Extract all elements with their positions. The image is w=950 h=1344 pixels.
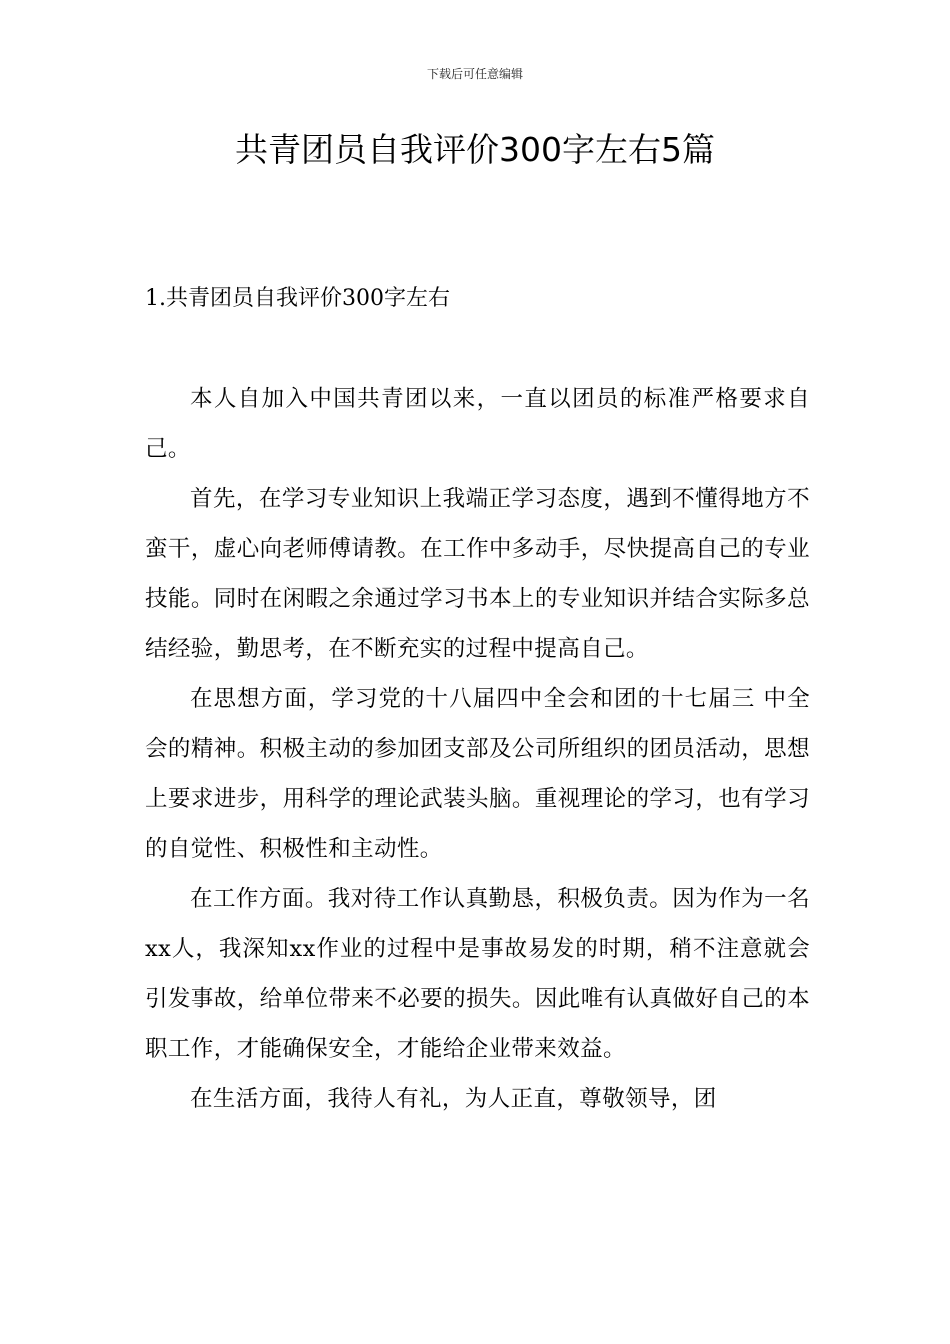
paragraph-study: 首先，在学习专业知识上我端正学习态度，遇到不懂得地方不蛮干，虚心向老师傅请教。在工作中多动手，尽快提高自己的专业技能。同时在闲暇之余通过学习书本上的专业知识并结合实际多总结经验，勤思考，在不断充实的过程中提高自己。 (145, 486, 810, 662)
paragraph-work: 在工作方面。我对待工作认真勤恳，积极负责。因为作为一名xx人，我深知xx作业的过程中是事故易发的时期，稍不注意就会引发事故，给单位带来不必要的损失。因此唯有认真做好自己的本职工作，才能确保安全，才能给企业带来效益。 (145, 886, 810, 1062)
paragraph-intro: 本人自加入中国共青团以来，一直以团员的标准严格要求自己。 (145, 386, 810, 462)
section-heading: 1.共青团员自我评价300字左右 (145, 286, 450, 311)
body-text (145, 374, 810, 1124)
document-title: 共青团员自我评价300字左右5篇 (235, 130, 715, 169)
paragraph-thought: 在思想方面，学习党的十八届四中全会和团的十七届三 中全会的精神。积极主动的参加团支部及公司所组织的团员活动，思想上要求进步，用科学的理论武装头脑。重视理论的学习，也有学习的自觉性、积极性和主动性。 (145, 686, 810, 862)
paragraph-life: 在生活方面，我待人有礼，为人正直，尊敬领导，团 (190, 1086, 717, 1112)
header-note: 下载后可任意编辑 (426, 67, 523, 81)
